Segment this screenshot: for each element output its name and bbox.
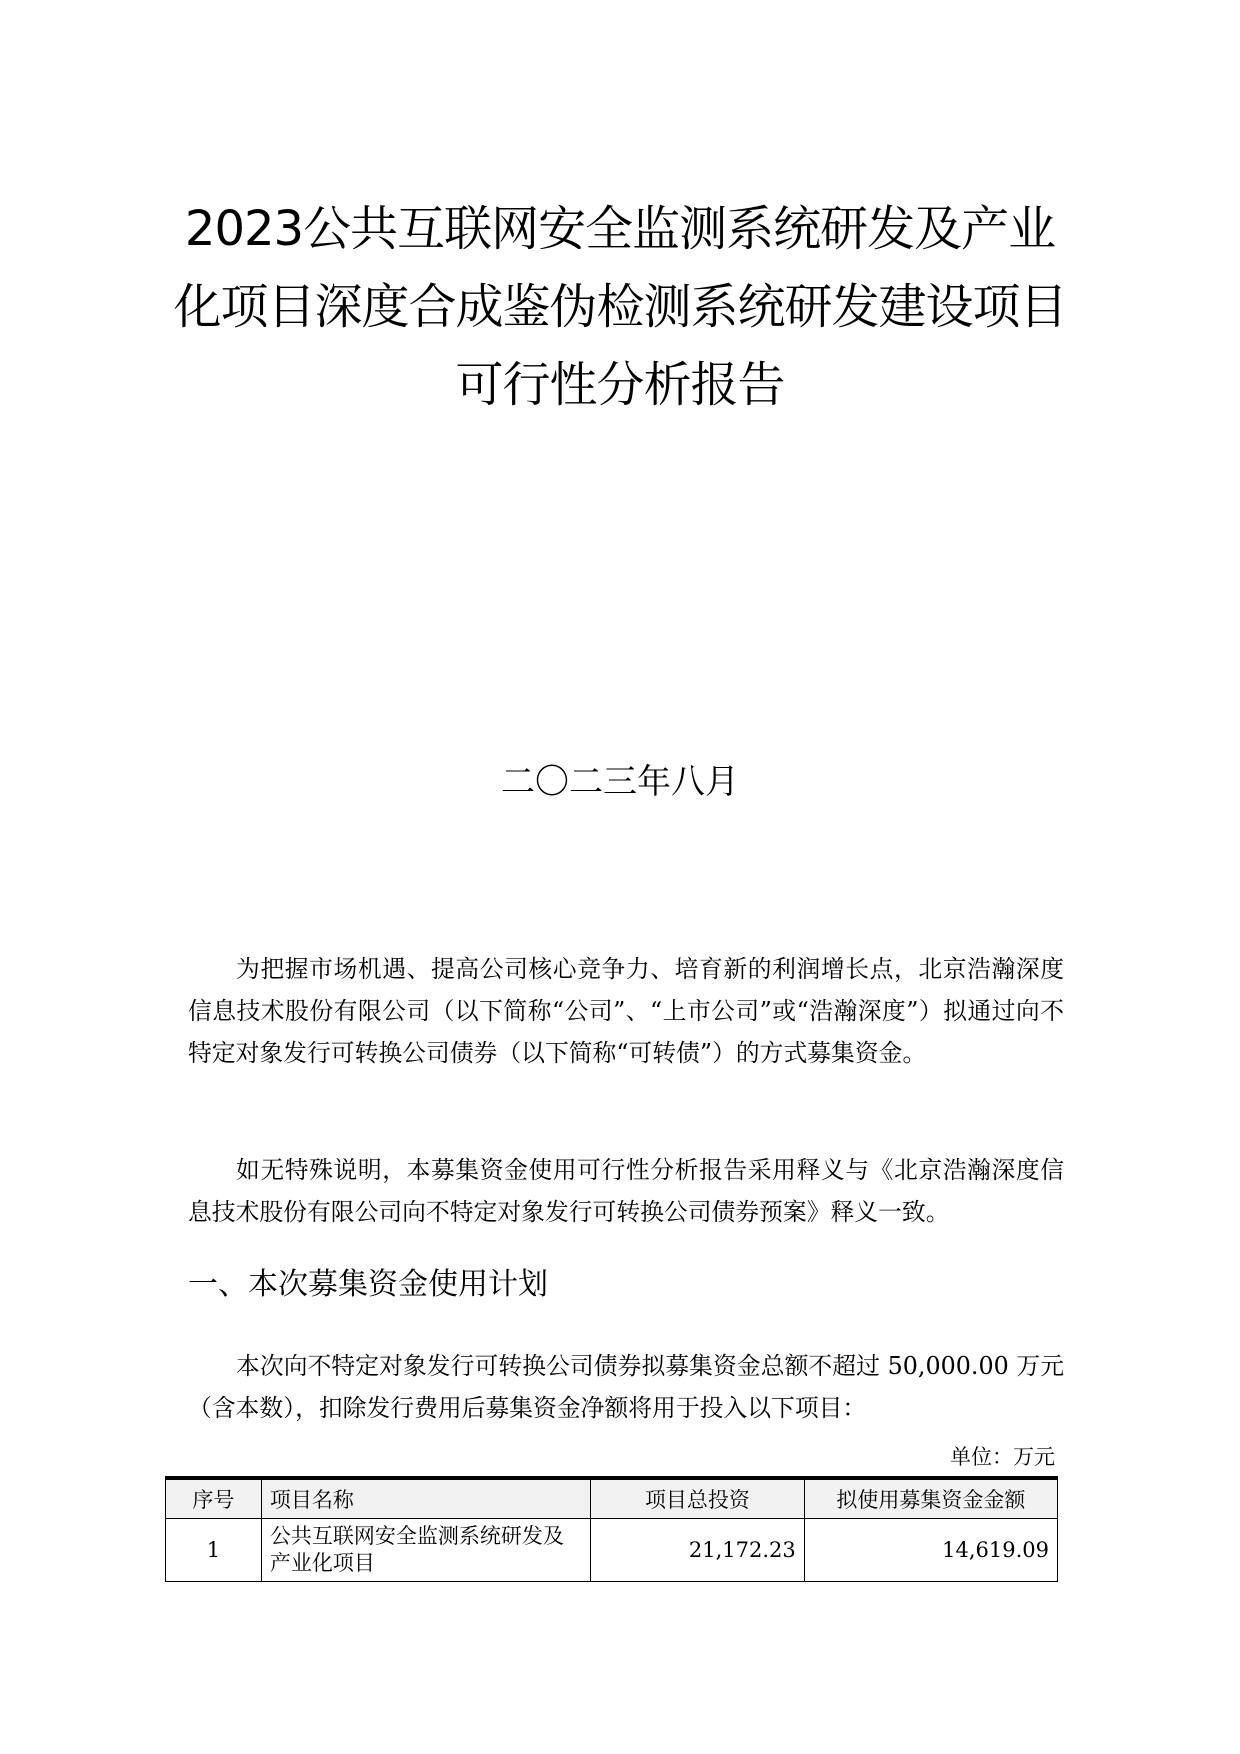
header-name: 项目名称	[261, 1478, 590, 1519]
table-row	[166, 1519, 1058, 1582]
header-no: 序号	[166, 1478, 262, 1519]
row-total: 21,172.23	[591, 1519, 805, 1582]
row-name: 公共互联网安全监测系统研发及产业化项目	[261, 1519, 590, 1582]
unit-label: 单位：万元	[950, 1445, 1055, 1469]
report-date: 二〇二三年八月	[501, 762, 739, 802]
row-no: 1	[166, 1519, 262, 1582]
header-total: 项目总投资	[591, 1478, 805, 1519]
report-title-line-2: 化项目深度合成鉴伪检测系统研发建设项目	[173, 279, 1067, 335]
report-title-line-1: 2023公共互联网安全监测系统研发及产业	[184, 201, 1056, 257]
plan-paragraph: 本次向不特定对象发行可转换公司债券拟募集资金总额不超过 50,000.00 万元（含本数），扣除发行费用后募集资金净额将用于投入以下项目：	[188, 1352, 1064, 1422]
section-heading: 一、本次募集资金使用计划	[188, 1267, 548, 1302]
table-header-row	[166, 1478, 1058, 1519]
row-use: 14,619.09	[804, 1519, 1057, 1582]
intro-paragraph: 为把握市场机遇、提高公司核心竞争力、培育新的利润增长点，北京浩瀚深度信息技术股份有限公司（以下简称“公司”、“上市公司”或“浩瀚深度”）拟通过向不特定对象发行可转换公司债券（以下简称“可转债”）的方式募集资金。	[188, 955, 1064, 1067]
report-title-line-3: 可行性分析报告	[455, 357, 785, 413]
header-use: 拟使用募集资金金额	[804, 1478, 1057, 1519]
report-title	[150, 190, 1090, 424]
funding-table	[165, 1476, 1058, 1582]
definition-paragraph: 如无特殊说明，本募集资金使用可行性分析报告采用释义与《北京浩瀚深度信息技术股份有限公司向不特定对象发行可转换公司债券预案》释义一致。	[188, 1156, 1064, 1226]
